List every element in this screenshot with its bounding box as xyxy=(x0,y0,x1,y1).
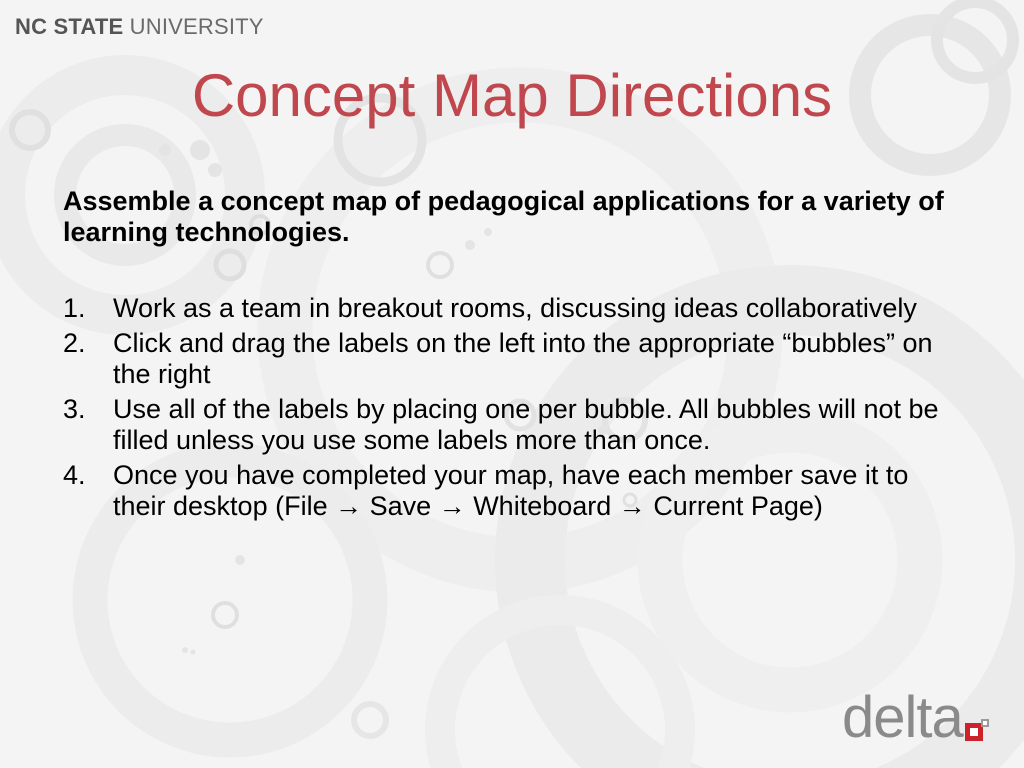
step-text-part: Whiteboard xyxy=(473,491,612,521)
step-text: Click and drag the labels on the left into the appropriate “bubbles” on the right xyxy=(113,328,933,389)
steps-list xyxy=(63,293,963,526)
step-text-part: Once you have completed your map, have each member save it to their desktop (File xyxy=(113,460,909,521)
step-text: Work as a team in breakout rooms, discussing ideas collaboratively xyxy=(113,293,917,323)
right-arrow-icon: → xyxy=(618,491,646,521)
step-number: 3. xyxy=(63,394,86,424)
university-logo-bold-text: NC STATE xyxy=(15,14,124,39)
right-arrow-icon: → xyxy=(438,491,466,521)
delta-logo-text: delta xyxy=(842,685,963,750)
list-item xyxy=(63,328,963,390)
step-text-part: Save xyxy=(369,491,432,521)
intro-text: Assemble a concept map of pedagogical applications for a variety of learning technologies. xyxy=(63,186,944,247)
delta-logo xyxy=(842,685,1002,750)
delta-logo-mark-icon xyxy=(965,719,989,743)
step-number: 4. xyxy=(63,460,86,490)
step-number: 1. xyxy=(63,293,86,323)
right-arrow-icon: → xyxy=(335,491,363,521)
list-item xyxy=(63,460,963,522)
nc-state-university-logo xyxy=(15,13,264,41)
step-text: Use all of the labels by placing one per bubble. All bubbles will not be filled unless you use some labels more than once. xyxy=(113,394,939,455)
university-logo-light-text: UNIVERSITY xyxy=(129,14,264,39)
list-item xyxy=(63,293,963,324)
slide-title: Concept Map Directions xyxy=(191,62,833,129)
list-item xyxy=(63,394,963,456)
step-text-part: Current Page) xyxy=(653,491,823,521)
step-number: 2. xyxy=(63,328,86,358)
